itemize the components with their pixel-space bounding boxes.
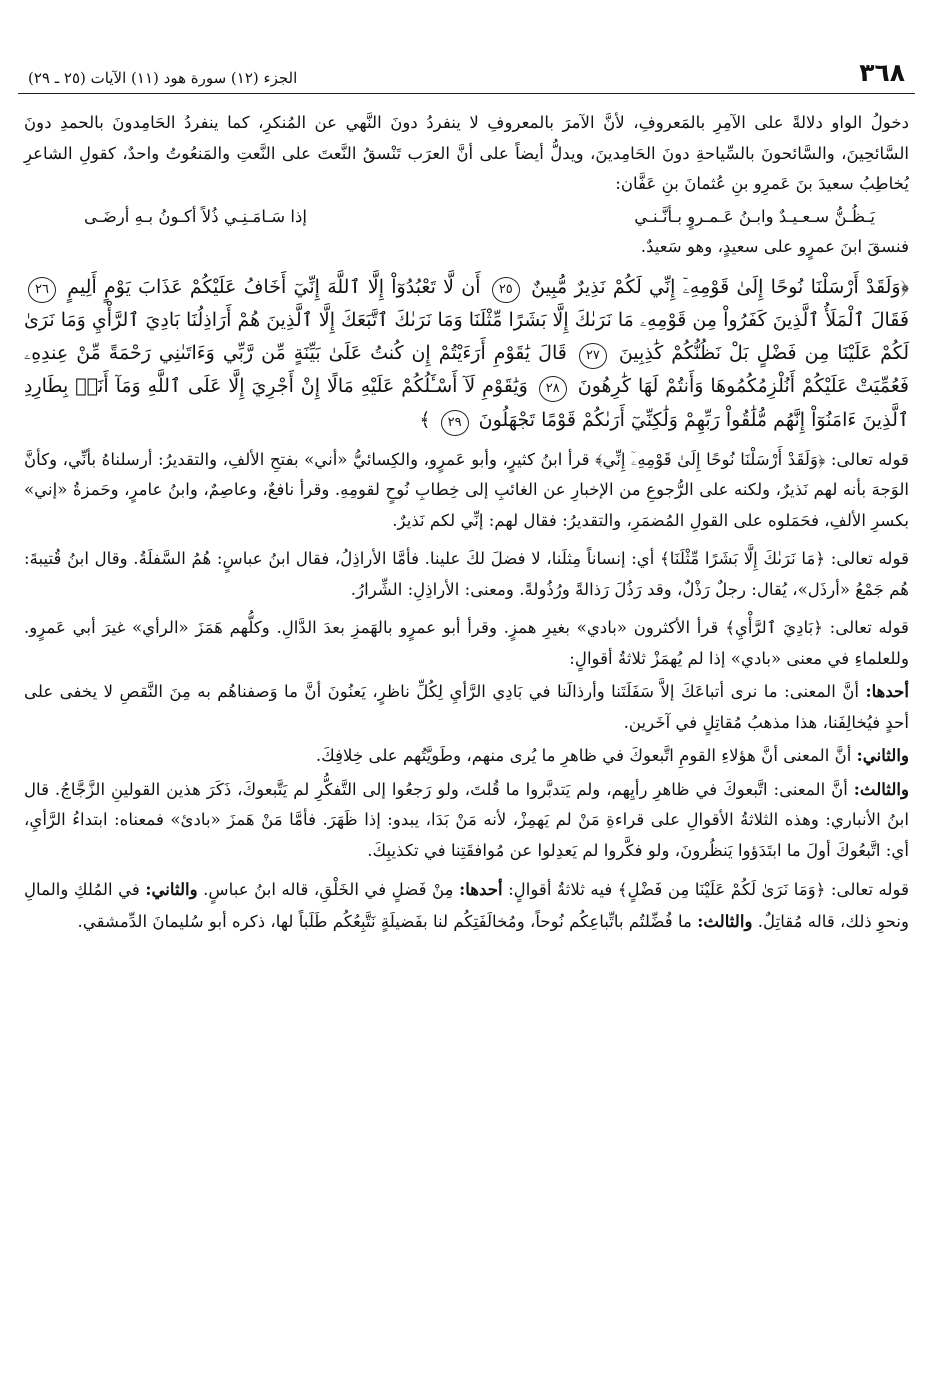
quran-segment-5: وَيَٰقَوْمِ لَآ أَسْـَٔلُكُمْ عَلَيْهِ مَالًا إِنْ أَجْرِيَ إِلَّا عَلَى ٱللَّهِ وَمَآ أَنَا۠ بِطَارِدِ ٱلَّذِينَ ءَامَنُوٓاْ إِنَّهُم مُّلَٰقُواْ رَبِّهِمْ وَلَٰكِنِّيٓ أَرَىٰكُمْ قَوْمًا تَجْهَلُونَ <box>24 375 909 431</box>
c4-opinion-2-label: والثاني: <box>145 879 198 900</box>
opinion-2-label: والثاني: <box>856 745 909 766</box>
opinion-3-text: أنَّ المعنى: اتَّبعوكَ في ظاهرِ رأيِهم، ولم يَتدبَّروا ما قُلتَ، ولو رَجعُوا إلى التَّفكُّرِ لم يَتَّبعوكَ، ذَكَرَ هذين القولينِ الزَّجَّاجُ. قال ابنُ الأنباري: وهذه الثلاثةُ الأقوالِ على قراءةِ مَنْ لم يَهمِزْ، لأنه مَنْ بَدَا، يبدو: إذا ظَهَرَ. فأمَّا مَنْ هَمزَ «بادئ» فمعناه: ابتداءُ الرَّأيِ، أي: اتَّبعُوكَ أولَ ما ابتَدَؤوا يَنظُرونَ، ولو فكَّروا لم يَعدِلوا عن مُوافقَتِنا في تكذيبِكَ. <box>24 779 909 860</box>
quran-segment-1: ﴿وَلَقَدْ أَرْسَلْنَا نُوحًا إِلَىٰ قَوْمِهِۦٓ إِنِّي لَكُمْ نَذِيرٌ مُّبِينٌ <box>531 275 910 298</box>
commentary-4-intro: قوله تعالى: ﴿وَمَا نَرَىٰ لَكُمْ عَلَيْنَا مِن فَضْلٍ﴾ فيه ثلاثةُ أقوالٍ: <box>508 880 910 900</box>
quran-segment-2: أَن لَّا تَعْبُدُوٓاْ إِلَّا ٱللَّهَ إِنِّيٓ أَخَافُ عَلَيْكُمْ عَذَابَ يَوْمٍ أَلِيمٍ <box>67 275 481 298</box>
poem-hemistich-left: إذا سَـامَـنِـي ذُلاً أكـونُ بـهِ أرضَـى <box>84 206 308 226</box>
ayah-marker-25: ٢٥ <box>492 277 520 303</box>
opinion-1-text: أنَّ المعنى: ما نرى أتباعَكَ إلاَّ سَفَلَتَنا وأرذالَنا في بَادِي الرَّأيِ لِكُلِّ ناظرٍ، يَعنُونَ أنَّ ما وَصفناهُم به مِنَ النَّقصِ لا يخفى على أحدٍ فيُخالِفَنا، هذا مذهبُ مُقاتِلٍ في آخَرين. <box>24 682 909 732</box>
quran-verses <box>24 271 909 437</box>
intro-paragraph: دخولُ الواو دلالةً على الآمِرِ بالمَعروفِ، لأنَّ الآمرَ بالمعروفِ لا ينفردُ دونَ النَّهي عن المُنكرِ، كما ينفردُ الحَامِدونَ بالحمدِ دونَ السَّائحِينَ، والسَّائحونَ بالسِّياحةِ دونَ الحَامِدينَ، ويدلُّ أيضاً على أنَّ العرَب تَنْسقُ النَّعتَ على النَّعتِ والمَنعُوتُ واحدٌ، كقولِ الشاعرِ يُخاطِبُ سعيدَ بنَ عَمرِو بنِ عُثمانَ بنِ عَفَّان: <box>24 113 909 193</box>
c4-opinion-3-label: والثالث: <box>697 910 753 931</box>
ayah-marker-26: ٢٦ <box>28 277 56 303</box>
page-header <box>18 50 915 94</box>
opinion-1 <box>24 676 909 738</box>
poem-hemistich-right: يَـظُـنُّ سـعـيـدٌ وابـنُ عَـمـروٍ بـأنَّـنـي <box>634 206 875 226</box>
page-body <box>18 94 915 937</box>
c4-opinion-2-text: في المُلكِ والمالِ ونحوِ ذلك، قاله مُقاتِلٌ. <box>24 880 909 931</box>
ayah-marker-29: ٢٩ <box>441 410 469 436</box>
commentary-paragraph-1: قوله تعالى: ﴿وَلَقَدْ أَرْسَلْنَا نُوحًا إِلَىٰ قَوْمِهِۦٓ إِنِّي﴾ قرأ ابنُ كثيرٍ، وأبو عَمرٍو، والكِسائيُّ «أني» بفتحِ الألفِ، والتقديرُ: أرسلناهُ بأنِّي، وكأنَّ الوَجهَ بأنه لهم نَذيرٌ، ولكنه على الرُّجوعِ من الإخبارِ عن الغائبِ إلى خِطابِ نُوحٍ لقومِهِ. وقرأ نافعٌ، وعاصِمٌ، وابنُ عامرٍ، وحَمزةُ «إني» بكسرِ الألفِ، فحَمَلوه على القولِ المُضمَرِ، والتقديرُ: فقال لهم: إنِّي لكم نَذيرٌ. <box>24 449 909 530</box>
opinion-3-label: والثالث: <box>853 778 909 799</box>
c4-opinion-1-label: أحدها: <box>459 879 503 900</box>
page-number: ٣٦٨ <box>859 58 905 87</box>
c4-opinion-3-text: ما فُضِّلتُم باتِّباعِكُم نُوحاً، ومُخالَفَتِكُم لنا بفَضيلَةٍ نَتَّبِعُكُم طَلَباً لها، ذكره أبو سُليمانَ الدِّمشقي. <box>77 911 692 931</box>
ayah-marker-28: ٢٨ <box>539 376 567 402</box>
commentary-paragraph-3: قوله تعالى: ﴿بَادِيَ ٱلرَّأْيِ﴾ قرأ الأكثرون «بادي» بغيرِ همزٍ. وقرأ أبو عمرٍو بالهَمزِ بعدَ الدَّالِ. وكلُّهم هَمَزَ «الرأي» غيرَ أبي عَمرٍو. وللعلماءِ في معنى «بادي» إذا لم يُهمَزْ ثلاثةُ أقوالٍ: <box>24 618 909 668</box>
poem-note: فنسقَ ابنَ عمرٍو على سعيدٍ، وهو سَعيدٌ. <box>640 237 909 256</box>
opinion-2 <box>24 740 909 772</box>
commentary-paragraph-4 <box>24 874 909 937</box>
quran-segment-3: فَقَالَ ٱلْمَلَأُ ٱلَّذِينَ كَفَرُواْ مِن قَوْمِهِۦ مَا نَرَىٰكَ إِلَّا بَشَرًا مِّثْلَنَا وَمَا نَرَىٰكَ ٱتَّبَعَكَ إِلَّا ٱلَّذِينَ هُمْ أَرَاذِلُنَا بَادِيَ ٱلرَّأْيِ وَمَا نَرَىٰ لَكُمْ عَلَيْنَا مِن فَضْلٍ بَلْ نَظُنُّكُمْ كَٰذِبِينَ <box>24 308 910 365</box>
quran-segment-4: قَالَ يَٰقَوْمِ أَرَءَيْتُمْ إِن كُنتُ عَلَىٰ بَيِّنَةٍ مِّن رَّبِّي وَءَاتَىٰنِي رَحْمَةً مِّنْ عِندِهِۦ فَعُمِّيَتْ عَلَيْكُمْ أَنُلْزِمُكُمُوهَا وَأَنتُمْ لَهَا كَٰرِهُونَ <box>24 342 909 398</box>
c4-opinion-1-text: مِنْ فَضلٍ في الخَلْقِ، قاله ابنُ عباسٍ. <box>203 880 454 900</box>
opinion-1-label: أحدها: <box>865 681 909 702</box>
ayah-marker-27: ٢٧ <box>579 343 607 369</box>
running-head: الجزء (١٢) سورة هود (١١) الآيات (٢٥ ـ ٢٩) <box>28 69 298 87</box>
quran-close-bracket: ﴾ <box>419 408 431 431</box>
book-page <box>18 50 915 1350</box>
opinion-3 <box>24 774 909 867</box>
commentary-paragraph-2: قوله تعالى: ﴿مَا نَرَىٰكَ إِلَّا بَشَرًا مِّثْلَنَا﴾ أي: إنساناً مِثلَنا، لا فضلَ لكَ علينا. فأمَّا الأراذِلُ، فقال ابنُ عباسٍ: هُمُ السَّفلَةُ. وقال ابنُ قُتيبةَ: هُم جَمْعُ «أرذَل»، يُقال: رجلٌ رَذْلٌ، وقد رَذُلَ رَذالةً ورُذُولةً. ومعنى: الأراذِلِ: الشِّرارُ. <box>24 549 909 599</box>
opinion-2-text: أنَّ المعنى أنَّ هؤلاءِ القومِ اتَّبعوكَ في ظاهرِ ما يُرى منهم، وطَويَّتُهم على خِلافِكَ. <box>315 746 852 766</box>
poem-verse <box>24 202 909 233</box>
